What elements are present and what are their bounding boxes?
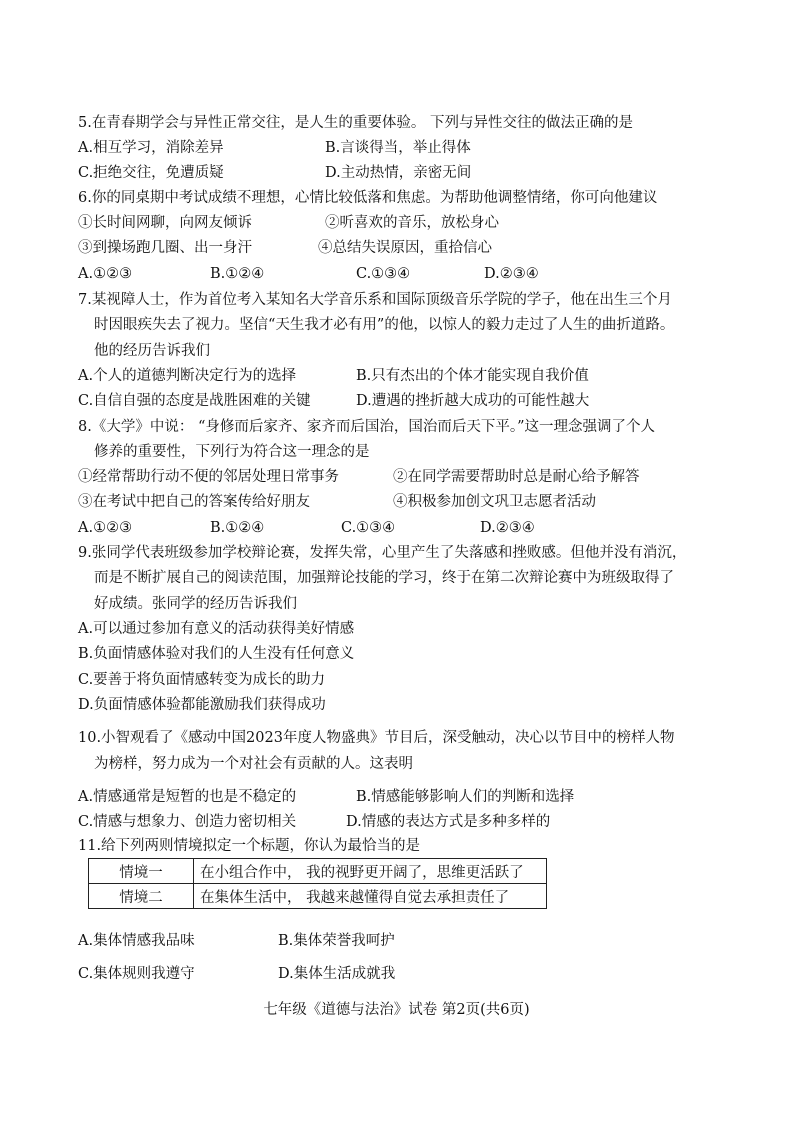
q7-stem-line1: 7.某视障人士，作为首位考入某知名大学音乐系和国际顶级音乐学院的学子，他在出生三个月 — [78, 292, 672, 308]
q5-option-a: A.相互学习，消除差异 — [78, 140, 224, 156]
q6-item-4: ④总结失误原因，重拾信心 — [318, 240, 492, 256]
q8-option-c: C.①③④ — [341, 520, 396, 536]
q6-item-1: ①长时间网聊，向网友倾诉 — [78, 215, 252, 231]
q5-stem: 5.在青春期学会与异性正常交往，是人生的重要体验。 下列与异性交往的做法正确的是 — [78, 115, 633, 131]
q5-option-d: D.主动热情，亲密无间 — [325, 165, 472, 181]
page-footer: 七年级《道德与法治》试卷 第2页(共6页) — [263, 1002, 530, 1018]
situation-2-label: 情境二 — [89, 884, 194, 909]
q9-option-c: C.要善于将负面情感转变为成长的助力 — [78, 672, 326, 688]
q11-situation-table — [88, 858, 547, 909]
table-row — [89, 859, 547, 884]
q7-option-c: C.自信自强的态度是战胜困难的关键 — [78, 393, 311, 409]
q10-stem-line2: 为榜样，努力成为一个对社会有贡献的人。这表明 — [94, 756, 413, 772]
q11-stem: 11.给下列两则情境拟定一个标题，你认为最恰当的是 — [78, 838, 421, 854]
q7-stem-line3: 他的经历告诉我们 — [94, 343, 210, 359]
q10-option-d: D.情感的表达方式是多种多样的 — [346, 814, 551, 830]
q8-item-1: ①经常帮助行动不便的邻居处理日常事务 — [78, 469, 339, 485]
q6-option-b: B.①②④ — [210, 266, 265, 282]
q11-option-a: A.集体情感我品味 — [78, 933, 195, 949]
q9-stem-line3: 好成绩。张同学的经历告诉我们 — [94, 596, 297, 612]
q5-option-b: B.言谈得当，举止得体 — [325, 140, 471, 156]
situation-1-label: 情境一 — [89, 859, 194, 884]
q9-stem-line2: 而是不断扩展自己的阅读范围，加强辩论技能的学习，终于在第二次辩论赛中为班级取得了 — [94, 570, 674, 586]
q11-option-d: D.集体生活成就我 — [278, 966, 396, 982]
q9-option-a: A.可以通过参加有意义的活动获得美好情感 — [78, 621, 355, 637]
q7-option-b: B.只有杰出的个体才能实现自我价值 — [356, 368, 589, 384]
q10-option-b: B.情感能够影响人们的判断和选择 — [356, 789, 575, 805]
q9-option-d: D.负面情感体验都能激励我们获得成功 — [78, 697, 326, 713]
q8-item-2: ②在同学需要帮助时总是耐心给予解答 — [393, 469, 640, 485]
q8-stem-line1: 8.《大学》中说： “身修而后家齐、家齐而后国治，国治而后天下平。”这一理念强调了个人 — [78, 419, 656, 435]
q6-item-3: ③到操场跑几圈、出一身汗 — [78, 240, 252, 256]
q7-option-a: A.个人的道德判断决定行为的选择 — [78, 368, 297, 384]
q10-stem-line1: 10.小智观看了《感动中国2023年度人物盛典》节目后，深受触动，决心以节目中的榜样人物 — [78, 730, 675, 746]
q10-option-c: C.情感与想象力、创造力密切相关 — [78, 814, 297, 830]
situation-1-text: 在小组合作中， 我的视野更开阔了，思维更活跃了 — [194, 859, 547, 884]
q9-stem-line1: 9.张同学代表班级参加学校辩论赛，发挥失常，心里产生了失落感和挫败感。但他并没有消沉， — [78, 545, 687, 561]
q8-option-a: A.①②③ — [78, 520, 133, 536]
q7-option-d: D.遭遇的挫折越大成功的可能性越大 — [356, 393, 590, 409]
q10-option-a: A.情感通常是短暂的也是不稳定的 — [78, 789, 297, 805]
q11-option-c: C.集体规则我遵守 — [78, 966, 195, 982]
situation-2-text: 在集体生活中， 我越来越懂得自觉去承担责任了 — [194, 884, 547, 909]
q5-option-c: C.拒绝交往，免遭质疑 — [78, 165, 224, 181]
q8-item-3: ③在考试中把自己的答案传给好朋友 — [78, 494, 310, 510]
table-row — [89, 884, 547, 909]
q6-item-2: ②听喜欢的音乐，放松身心 — [325, 215, 499, 231]
q8-option-d: D.②③④ — [480, 520, 535, 536]
q7-stem-line2: 时因眼疾失去了视力。坚信“天生我才必有用”的他，以惊人的毅力走过了人生的曲折道路。 — [94, 317, 675, 333]
q6-stem: 6.你的同桌期中考试成绩不理想，心情比较低落和焦虑。为帮助他调整情绪，你可向他建议 — [78, 190, 658, 206]
q6-option-d: D.②③④ — [484, 266, 539, 282]
q6-option-c: C.①③④ — [356, 266, 411, 282]
q8-stem-line2: 修养的重要性，下列行为符合这一理念的是 — [94, 444, 370, 460]
q8-item-4: ④积极参加创文巩卫志愿者活动 — [393, 494, 596, 510]
q9-option-b: B.负面情感体验对我们的人生没有任何意义 — [78, 646, 355, 662]
q11-option-b: B.集体荣誉我呵护 — [278, 933, 395, 949]
q6-option-a: A.①②③ — [78, 266, 133, 282]
q8-option-b: B.①②④ — [210, 520, 265, 536]
